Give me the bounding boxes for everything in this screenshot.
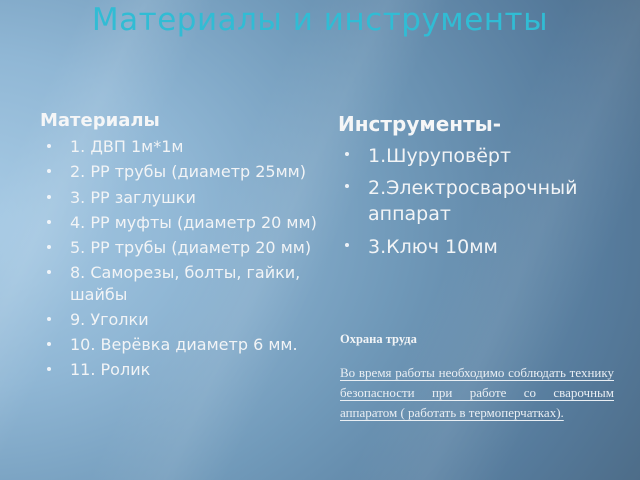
list-item-label: 3.Ключ 10мм xyxy=(368,235,498,258)
list-item xyxy=(40,334,324,355)
bullet-icon xyxy=(47,342,51,346)
list-item xyxy=(40,359,324,380)
materials-list xyxy=(40,136,324,381)
list-item-label: 2.Электросварочный аппарат xyxy=(368,177,578,226)
bullet-icon xyxy=(345,243,349,247)
list-item xyxy=(40,309,324,330)
list-item xyxy=(40,212,324,233)
list-item-label: 10. Верёвка диаметр 6 мм. xyxy=(70,335,298,355)
list-item-label: 8. Саморезы, болты, гайки, шайбы xyxy=(70,263,301,304)
list-item-label: 1. ДВП 1м*1м xyxy=(70,137,184,156)
bullet-icon xyxy=(47,317,51,321)
list-item xyxy=(40,136,324,157)
bullet-icon xyxy=(47,144,51,148)
bullet-icon xyxy=(345,184,349,188)
materials-header: Материалы xyxy=(40,110,160,131)
bullet-icon xyxy=(47,220,51,224)
list-item xyxy=(40,161,324,182)
list-item-label: 5. PP трубы (диаметр 20 мм) xyxy=(70,238,312,258)
tools-header: Инструменты- xyxy=(338,112,502,136)
list-item xyxy=(338,175,618,227)
bullet-icon xyxy=(345,152,349,156)
page-title: Материалы и инструменты xyxy=(91,2,549,38)
bullet-icon xyxy=(47,195,51,199)
safety-section xyxy=(340,332,614,423)
bullet-icon xyxy=(47,270,51,274)
list-item-label: 11. Ролик xyxy=(70,360,151,380)
bullet-icon xyxy=(47,169,51,173)
list-item xyxy=(338,234,618,260)
list-item-label: 1.Шуруповёрт xyxy=(368,145,512,167)
list-item-label: 9. Уголки xyxy=(70,309,149,329)
list-item-label: 3. PP заглушки xyxy=(70,187,196,207)
bullet-icon xyxy=(47,367,51,371)
safety-note: Во время работы необходимо соблюдать технику безопасности при работе со сварочным аппаратом ( работать в термоперчатках). xyxy=(340,365,614,421)
bullet-icon xyxy=(47,245,51,249)
list-item xyxy=(40,187,324,208)
tools-list xyxy=(338,143,618,260)
list-item-label: 4. PP муфты (диаметр 20 мм) xyxy=(70,212,317,232)
list-item-label: 2. PP трубы (диаметр 25мм) xyxy=(70,162,306,182)
tools-column xyxy=(338,112,618,266)
list-item xyxy=(40,237,324,258)
list-item xyxy=(338,143,618,169)
list-item xyxy=(40,262,324,305)
safety-header: Охрана труда xyxy=(340,332,417,346)
materials-column xyxy=(40,110,324,385)
